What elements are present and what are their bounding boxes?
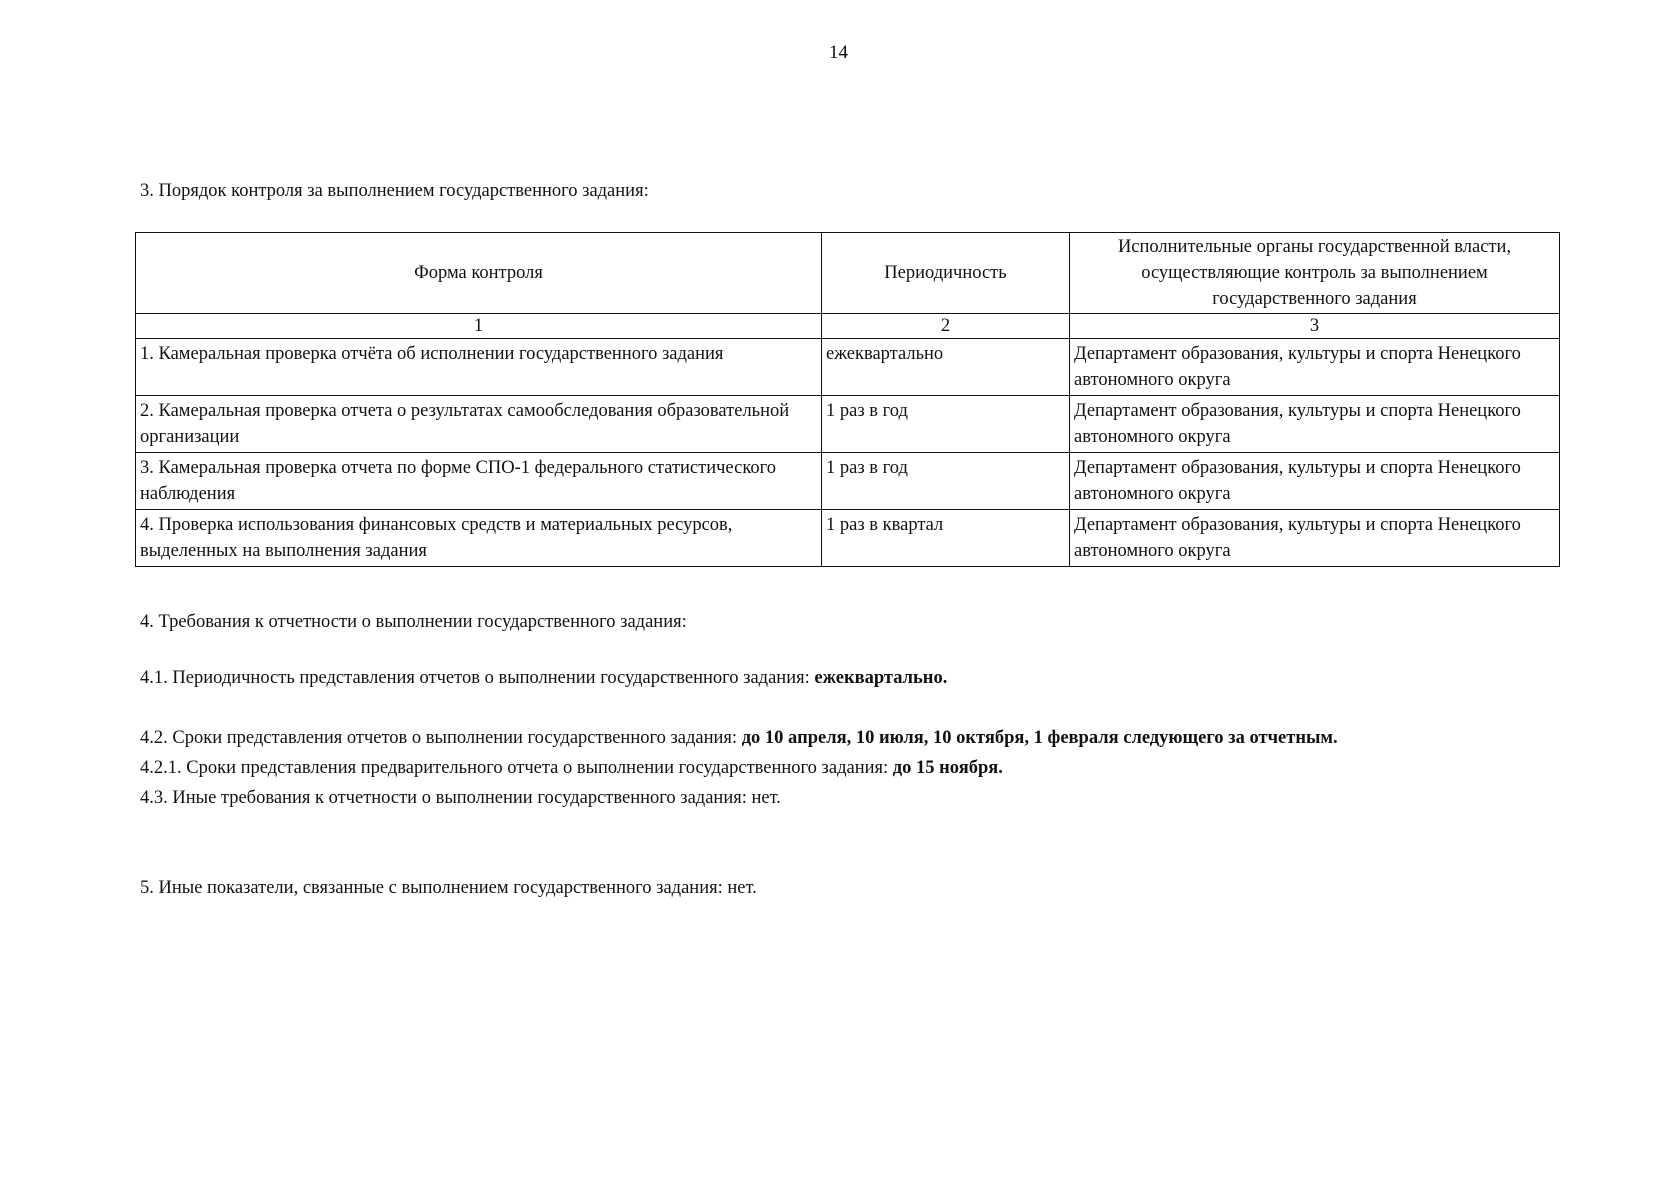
header-authorities: Исполнительные органы государственной власти, осуществляющие контроль за выполнением государственного задания (1070, 233, 1560, 314)
paragraph-4-1-value: ежеквартально. (814, 668, 948, 688)
table-row (136, 339, 1560, 396)
table-header-row (136, 233, 1560, 314)
periodicity-cell: 1 раз в квартал (822, 510, 1070, 567)
paragraph-4-2-1 (140, 758, 1003, 779)
authority-cell: Департамент образования, культуры и спорта Ненецкого автономного округа (1070, 510, 1560, 567)
section-3-heading: 3. Порядок контроля за выполнением государственного задания: (140, 181, 649, 201)
control-form-cell: 3. Камеральная проверка отчета по форме СПО-1 федерального статистического наблюдения (136, 453, 822, 510)
periodicity-cell: ежеквартально (822, 339, 1070, 396)
paragraph-4-2-1-value: до 15 ноября. (892, 758, 1003, 778)
control-table (135, 232, 1560, 567)
column-number-row (136, 314, 1560, 339)
page-number: 14 (829, 42, 848, 63)
table-row (136, 396, 1560, 453)
paragraph-4-1 (140, 668, 947, 689)
authority-cell: Департамент образования, культуры и спорта Ненецкого автономного округа (1070, 453, 1560, 510)
table-row (136, 453, 1560, 510)
column-number: 1 (136, 314, 822, 339)
section-4-heading: 4. Требования к отчетности о выполнении государственного задания: (140, 612, 687, 632)
control-form-cell: 2. Камеральная проверка отчета о результатах самообследования образовательной организации (136, 396, 822, 453)
header-control-form: Форма контроля (136, 233, 822, 314)
section-5-text: 5. Иные показатели, связанные с выполнением государственного задания: нет. (140, 878, 757, 898)
periodicity-cell: 1 раз в год (822, 396, 1070, 453)
paragraph-4-2-1-text: 4.2.1. Сроки представления предварительного отчета о выполнении государственного задания: (140, 758, 893, 778)
authority-cell: Департамент образования, культуры и спорта Ненецкого автономного округа (1070, 396, 1560, 453)
paragraph-4-1-text: 4.1. Периодичность представления отчетов о выполнении государственного задания: (140, 668, 815, 688)
header-periodicity: Периодичность (822, 233, 1070, 314)
control-form-cell: 1. Камеральная проверка отчёта об исполнении государственного задания (136, 339, 822, 396)
paragraph-4-2 (140, 728, 1338, 749)
paragraph-4-2-value: до 10 апреля, 10 июля, 10 октября, 1 февраля следующего за отчетным. (741, 728, 1338, 748)
paragraph-4-2-text: 4.2. Сроки представления отчетов о выполнении государственного задания: (140, 728, 742, 748)
column-number: 3 (1070, 314, 1560, 339)
control-form-cell: 4. Проверка использования финансовых средств и материальных ресурсов, выделенных на выполнения задания (136, 510, 822, 567)
table-row (136, 510, 1560, 567)
periodicity-cell: 1 раз в год (822, 453, 1070, 510)
column-number: 2 (822, 314, 1070, 339)
paragraph-4-3: 4.3. Иные требования к отчетности о выполнении государственного задания: нет. (140, 788, 781, 808)
authority-cell: Департамент образования, культуры и спорта Ненецкого автономного округа (1070, 339, 1560, 396)
